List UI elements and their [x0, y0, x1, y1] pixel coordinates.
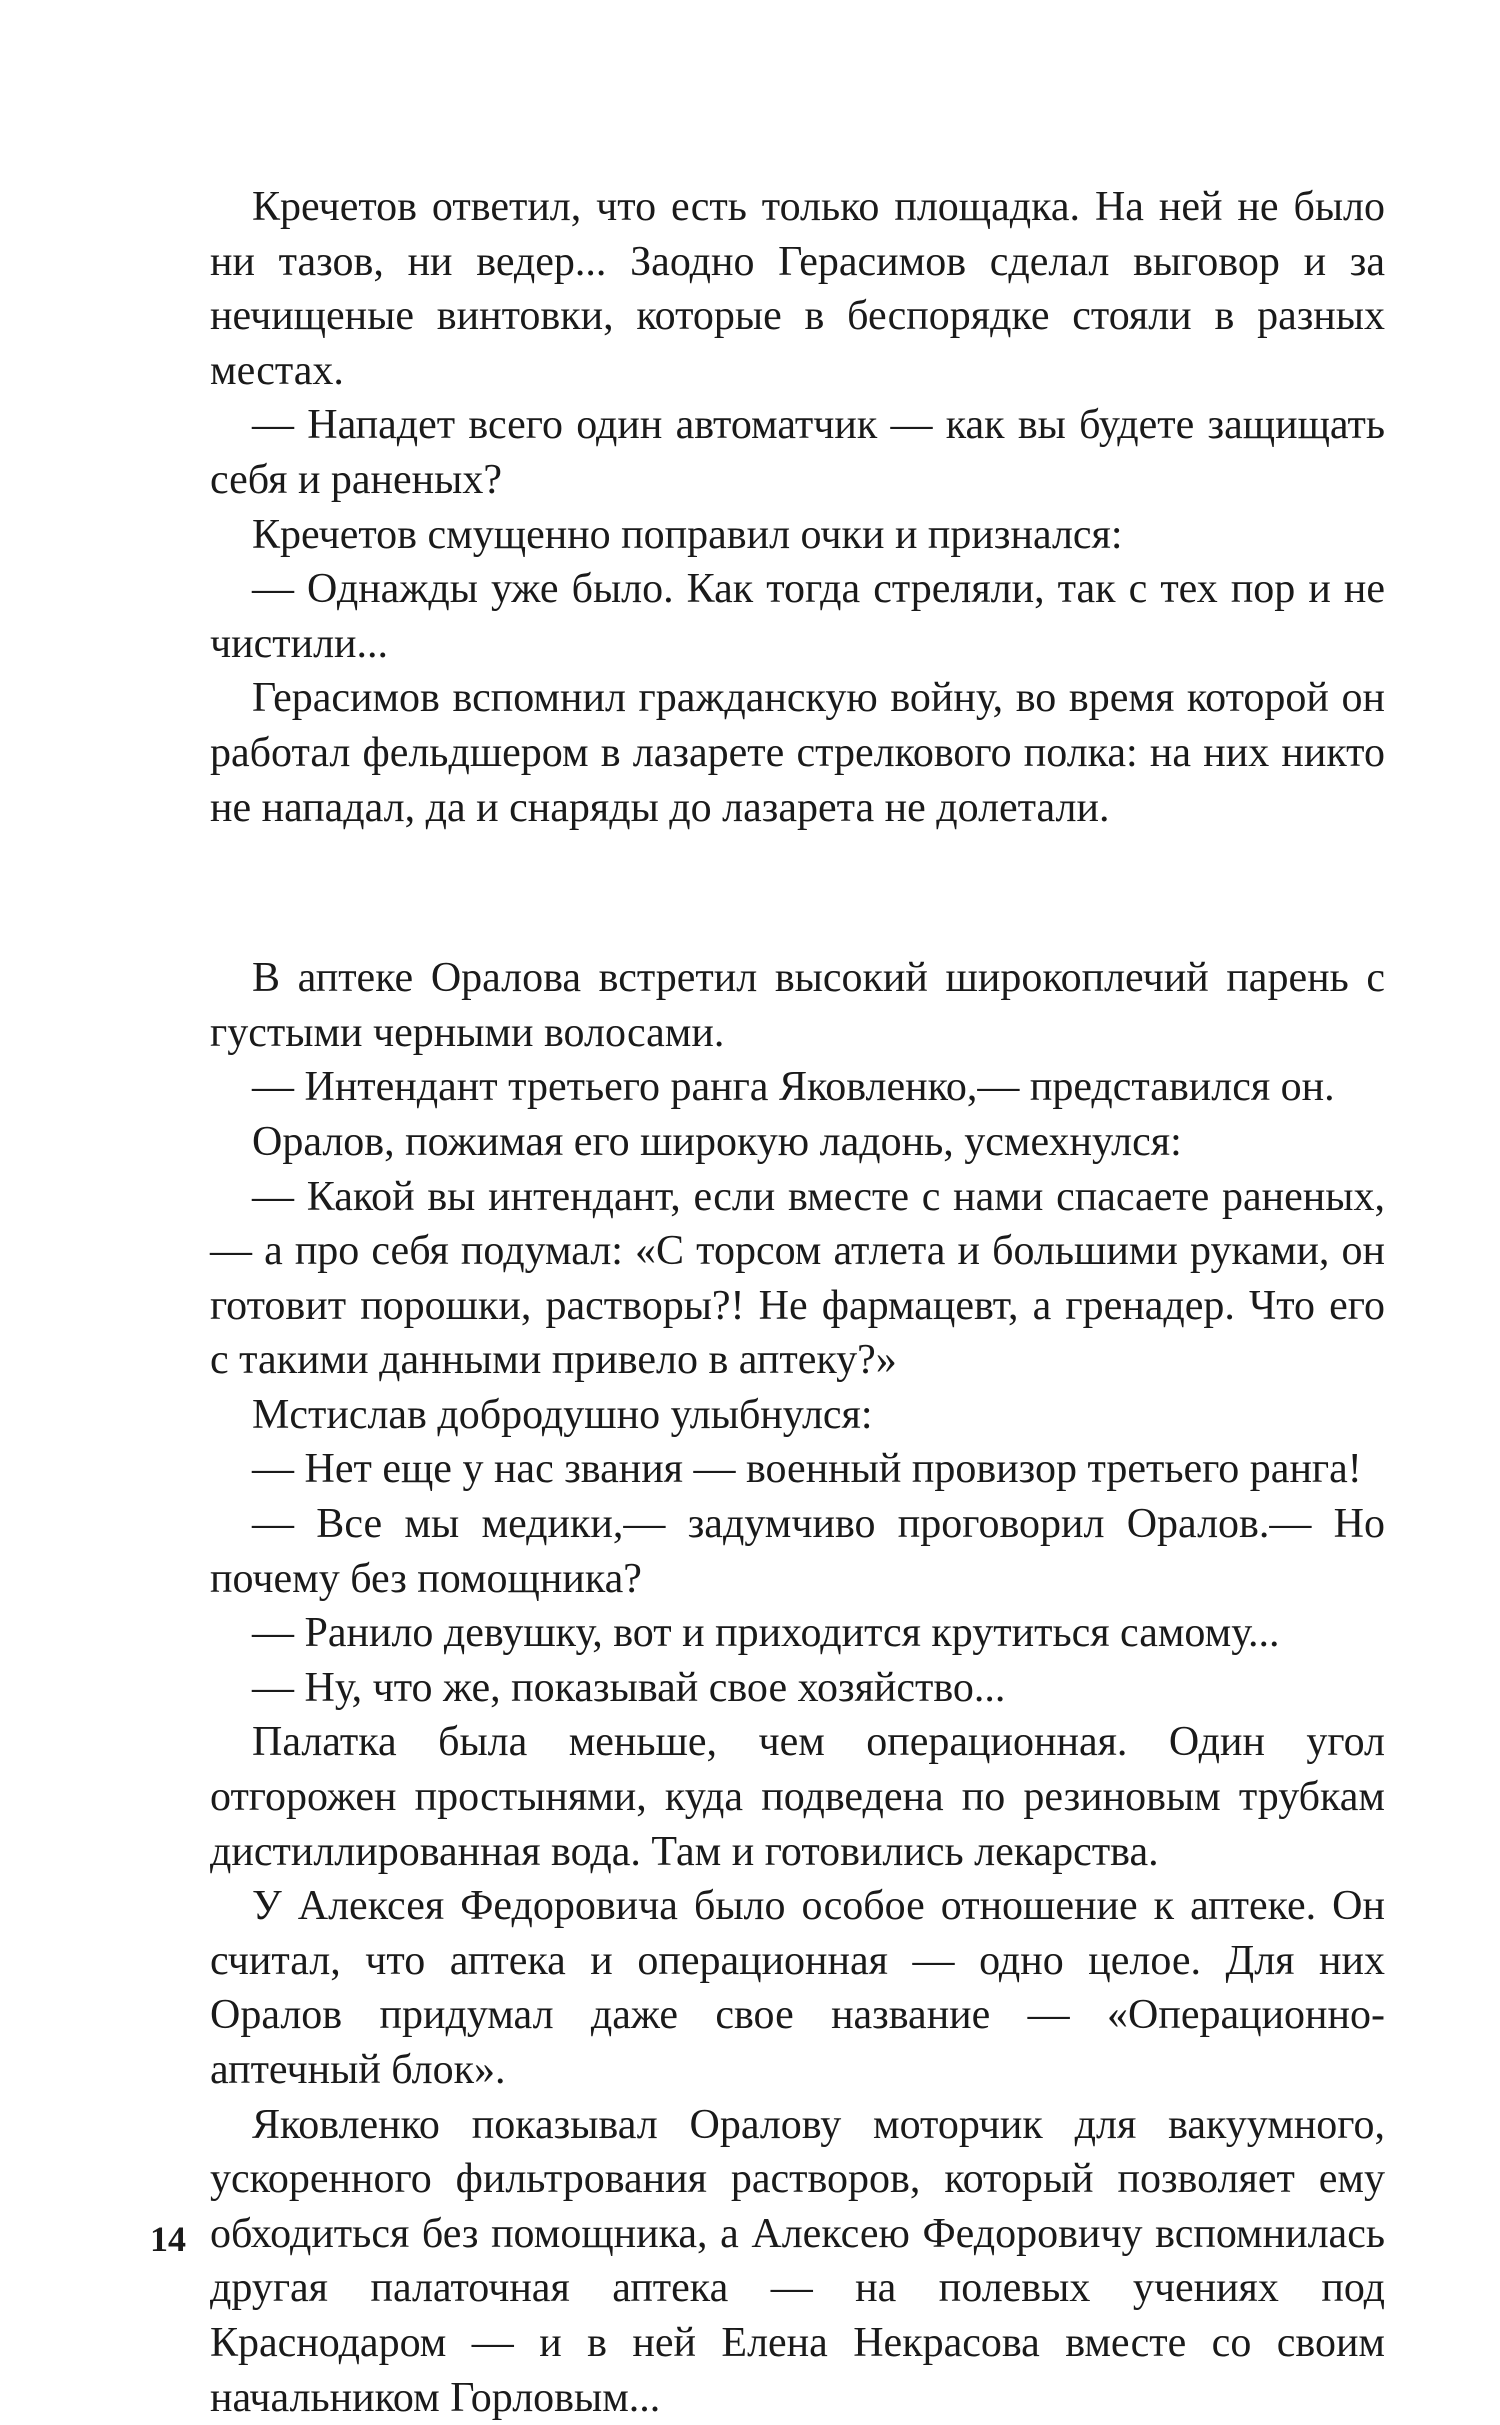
paragraph-text: — Какой вы интендант, если вместе с нами спасаете раненых,— а про себя подумал: «С торсом атлета и большими руками, он готовит порошки, растворы?! Не фармацевт, а гренадер. Что его с такими данными привело в аптеку?» [210, 1173, 1385, 1384]
paragraph [210, 1060, 1385, 1115]
paragraph [210, 671, 1385, 835]
paragraph-text: У Алексея Федоровича было особое отношение к аптеке. Он считал, что аптека и операционная — одно целое. Для них Оралов придумал даже свое название — «Операционно-аптечный блок». [210, 1883, 1385, 2093]
paragraph-text: Кречетов смущенно поправил очки и признался: [252, 511, 1123, 558]
paragraph-text: — Ну, что же, показывай свое хозяйство... [252, 1664, 1006, 1711]
paragraph-text: Мстислав добродушно улыбнулся: [252, 1391, 873, 1438]
paragraph-text: Герасимов вспомнил гражданскую войну, во время которой он работал фельдшером в лазарете стрелкового полка: на них никто не нападал, да и снаряды до лазарета не долетали. [210, 675, 1385, 831]
paragraph [210, 562, 1385, 671]
paragraph [210, 1388, 1385, 1443]
paragraph [210, 1879, 1385, 2097]
paragraph [210, 2098, 1385, 2425]
paragraph-text: — Все мы медики,— задумчиво проговорил Оралов.— Но почему без помощника? [210, 1501, 1385, 1602]
paragraph-text: Оралов, пожимая его широкую ладонь, усмехнулся: [252, 1118, 1182, 1165]
paragraph-text: — Интендант третьего ранга Яковленко,— представился он. [252, 1064, 1335, 1111]
paragraph [210, 1170, 1385, 1388]
paragraph [210, 1497, 1385, 1606]
section-1 [210, 180, 1385, 835]
paragraph [210, 1661, 1385, 1716]
paragraph-text: — Ранило девушку, вот и приходится крутиться самому... [252, 1610, 1280, 1657]
paragraph [210, 180, 1385, 398]
paragraph [210, 1715, 1385, 1879]
section-2 [210, 951, 1385, 2425]
paragraph [210, 1442, 1385, 1497]
paragraph-text: — Нападет всего один автоматчик — как вы будете защищать себя и раненых? [210, 402, 1385, 503]
paragraph [210, 1606, 1385, 1661]
page-text [210, 180, 1385, 2425]
page-number: 14 [150, 2219, 186, 2259]
paragraph [210, 398, 1385, 507]
paragraph-text: — Однажды уже было. Как тогда стреляли, так с тех пор и не чистили... [210, 566, 1385, 667]
paragraph-text: Яковленко показывал Оралову моторчик для вакуумного, ускоренного фильтрования растворов, который позволяет ему обходиться без помощника, а Алексею Федоровичу вспомнилась другая палаточная аптека — на полевых учениях под Краснодаром — и в ней Елена Некрасова вместе со своим начальником Горловым... [210, 2101, 1385, 2421]
paragraph-text: Палатка была меньше, чем операционная. Один угол отгорожен простынями, куда подведена по резиновым трубкам дистиллированная вода. Там и готовились лекарства. [210, 1719, 1385, 1875]
paragraph-text: В аптеке Оралова встретил высокий широкоплечий парень с густыми черными волосами. [210, 955, 1385, 1056]
paragraph [210, 508, 1385, 563]
paragraph-text: Кречетов ответил, что есть только площадка. На ней не было ни тазов, ни ведер... Заодно Герасимов сделал выговор и за нечищеные винтовки, которые в беспорядке стояли в разных местах. [210, 184, 1385, 394]
paragraph [210, 1115, 1385, 1170]
paragraph-text: — Нет еще у нас звания — военный провизор третьего ранга! [252, 1446, 1362, 1493]
section-gap [210, 835, 1385, 951]
paragraph [210, 951, 1385, 1060]
